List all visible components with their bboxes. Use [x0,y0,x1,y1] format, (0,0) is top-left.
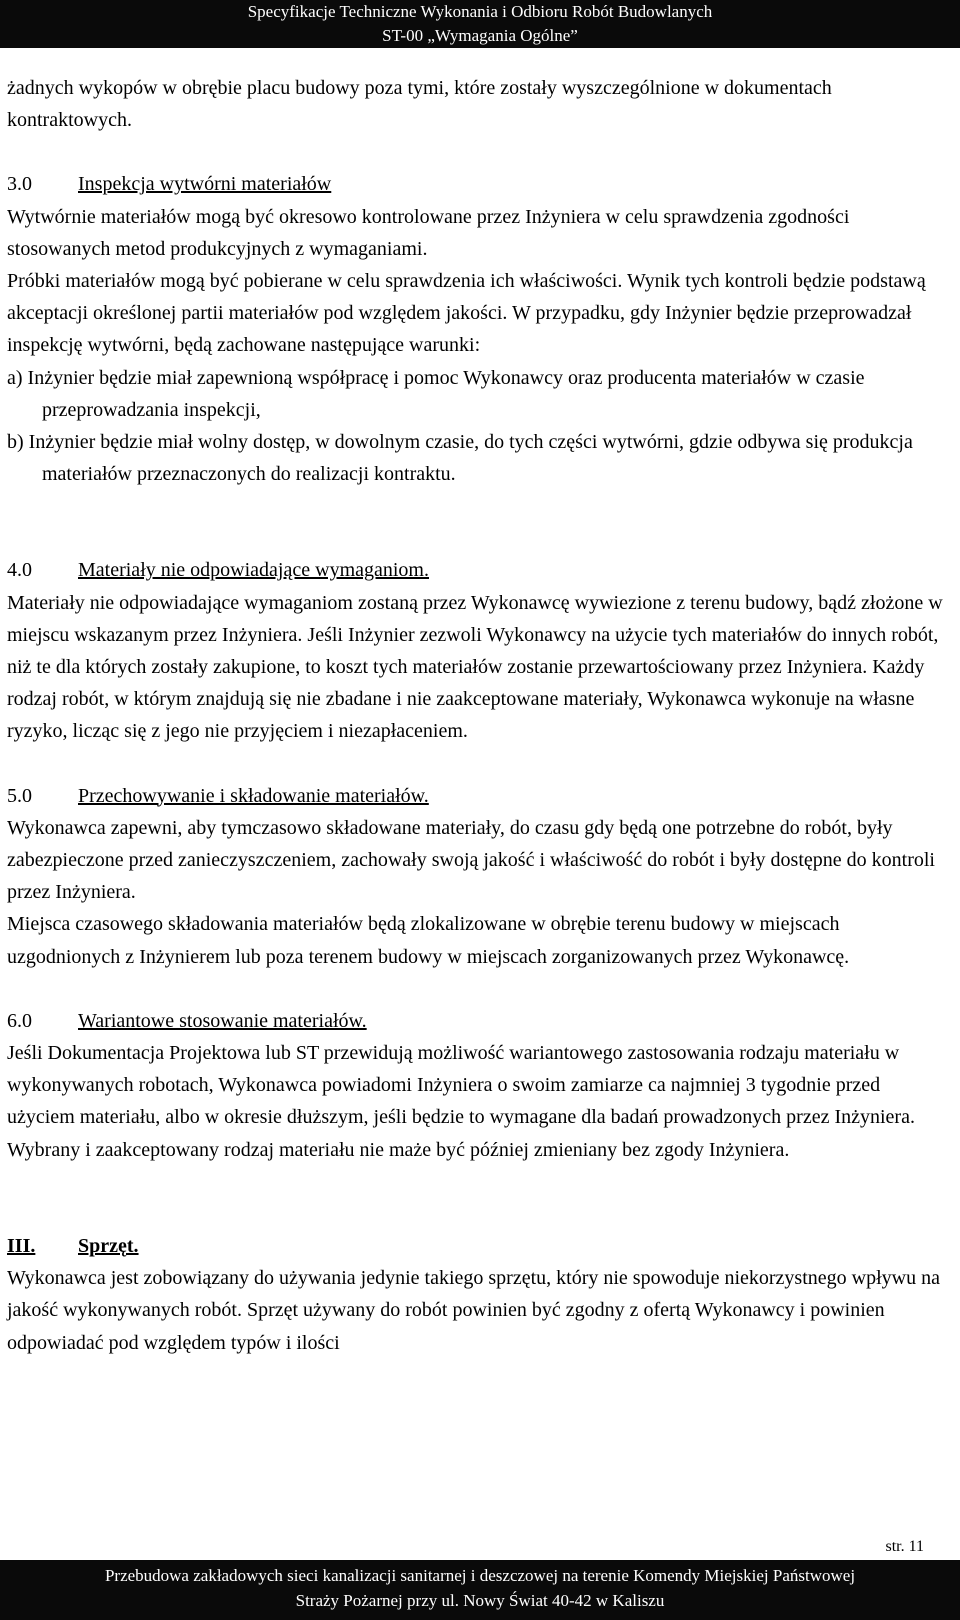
section-3-title: Inspekcja wytwórni materiałów [78,173,332,196]
section-6-heading [7,1005,947,1037]
section-3-heading [7,168,947,200]
page-footer [0,1560,960,1620]
section-6-number: 6.0 [7,1009,32,1032]
section-4-heading [7,554,947,586]
chapter-3-heading [7,1230,947,1262]
page-number: str. 11 [885,1538,924,1555]
section-6-paragraph-1: Jeśli Dokumentacja Projektowa lub ST przewidują możliwość wariantowego zastosowania rodzaju materiału w wykonywanych robotach, Wykonawca powiadomi Inżyniera o swoim zamiarze ca najmniej 3 tygodnie przed użyciem materiału, albo w okresie dłuższym, jeśli będzie to wymagane dla badań prowadzonych przez Inżyniera. Wybrany i zaakceptowany rodzaj materiału nie maże być później zmieniany bez zgody Inżyniera. [7,1042,915,1161]
page-header [0,0,960,48]
section-3-paragraph-2: Próbki materiałów mogą być pobierane w celu sprawdzenia ich właściwości. Wynik tych kontroli będzie podstawą akceptacji określonej partii materiałów pod względem jakości. W przypadku, gdy Inżynier będzie przeprowadzał inspekcję wytwórni, będą zachowane następujące warunki: [7,270,926,357]
header-line-1: Specyfikacje Techniczne Wykonania i Odbioru Robót Budowlanych [247,2,713,21]
footer-line-2: Straży Pożarnej przy ul. Nowy Świat 40-42 w Kaliszu [295,1591,665,1610]
chapter-3-title: Sprzęt. [78,1234,139,1257]
intro-paragraph: żadnych wykopów w obrębie placu budowy poza tymi, które zostały wyszczególnione w dokumentach kontraktowych. [7,77,832,132]
section-5-paragraph-2: Miejsca czasowego składowania materiałów będą zlokalizowane w obrębie terenu budowy w miejscach uzgodnionych z Inżynierem lub poza terenem budowy w miejscach zorganizowanych przez Wykonawcę. [7,913,850,968]
chapter-3-number: III. [7,1234,36,1257]
section-4-title: Materiały nie odpowiadające wymaganiom. [78,559,429,582]
section-4-paragraph-1: Materiały nie odpowiadające wymaganiom zostaną przez Wykonawcę wywiezione z terenu budowy, bądź złożone w miejscu wskazanym przez Inżyniera. Jeśli Inżynier zezwoli Wykonawcy na użycie tych materiałów do innych robót, niż te dla których zostały zakupione, to koszt tych materiałów zostanie przewartościowany przez Inżyniera. Każdy rodzaj robót, w którym znajdują się nie zbadane i nie zaakceptowane materiały, Wykonawca wykonuje na własne ryzyko, licząc się z jego nie przyjęciem i niezapłaceniem. [7,591,943,743]
section-3-number: 3.0 [7,173,32,196]
section-5-heading [7,780,947,812]
section-6-title: Wariantowe stosowanie materiałów. [78,1009,367,1032]
footer-line-1: Przebudowa zakładowych sieci kanalizacji sanitarnej i deszczowej na terenie Komendy Miejskiej Państwowej [104,1566,856,1585]
chapter-3-paragraph-1: Wykonawca jest zobowiązany do używania jedynie takiego sprzętu, który nie spowoduje niekorzystnego wpływu na jakość wykonywanych robót. Sprzęt używany do robót powinien być zgodny z ofertą Wykonawcy i powinien odpowiadać pod względem typów i ilości [7,1267,940,1354]
section-3-item-b: b) Inżynier będzie miał wolny dostęp, w dowolnym czasie, do tych części wytwórni, gdzie odbywa się produkcja materiałów przeznaczonych do realizacji kontraktu. [7,431,913,486]
section-5-title: Przechowywanie i składowanie materiałów. [78,784,429,807]
section-5-number: 5.0 [7,784,32,807]
header-line-2: ST-00 „Wymagania Ogólne” [382,26,578,45]
section-3-item-a: a) Inżynier będzie miał zapewnioną współpracę i pomoc Wykonawcy oraz producenta materiałów w czasie przeprowadzania inspekcji, [7,366,865,421]
section-4-number: 4.0 [7,559,32,582]
section-5-paragraph-1: Wykonawca zapewni, aby tymczasowo składowane materiały, do czasu gdy będą one potrzebne do robót, były zabezpieczone przed zanieczyszczeniem, zachowały swoją jakość i właściwość do robót i były dostępne do kontroli przez Inżyniera. [7,816,935,904]
section-3-paragraph-1: Wytwórnie materiałów mogą być okresowo kontrolowane przez Inżyniera w celu sprawdzenia zgodności stosowanych metod produkcyjnych z wymaganiami. [7,205,850,260]
page-content [7,72,947,1359]
